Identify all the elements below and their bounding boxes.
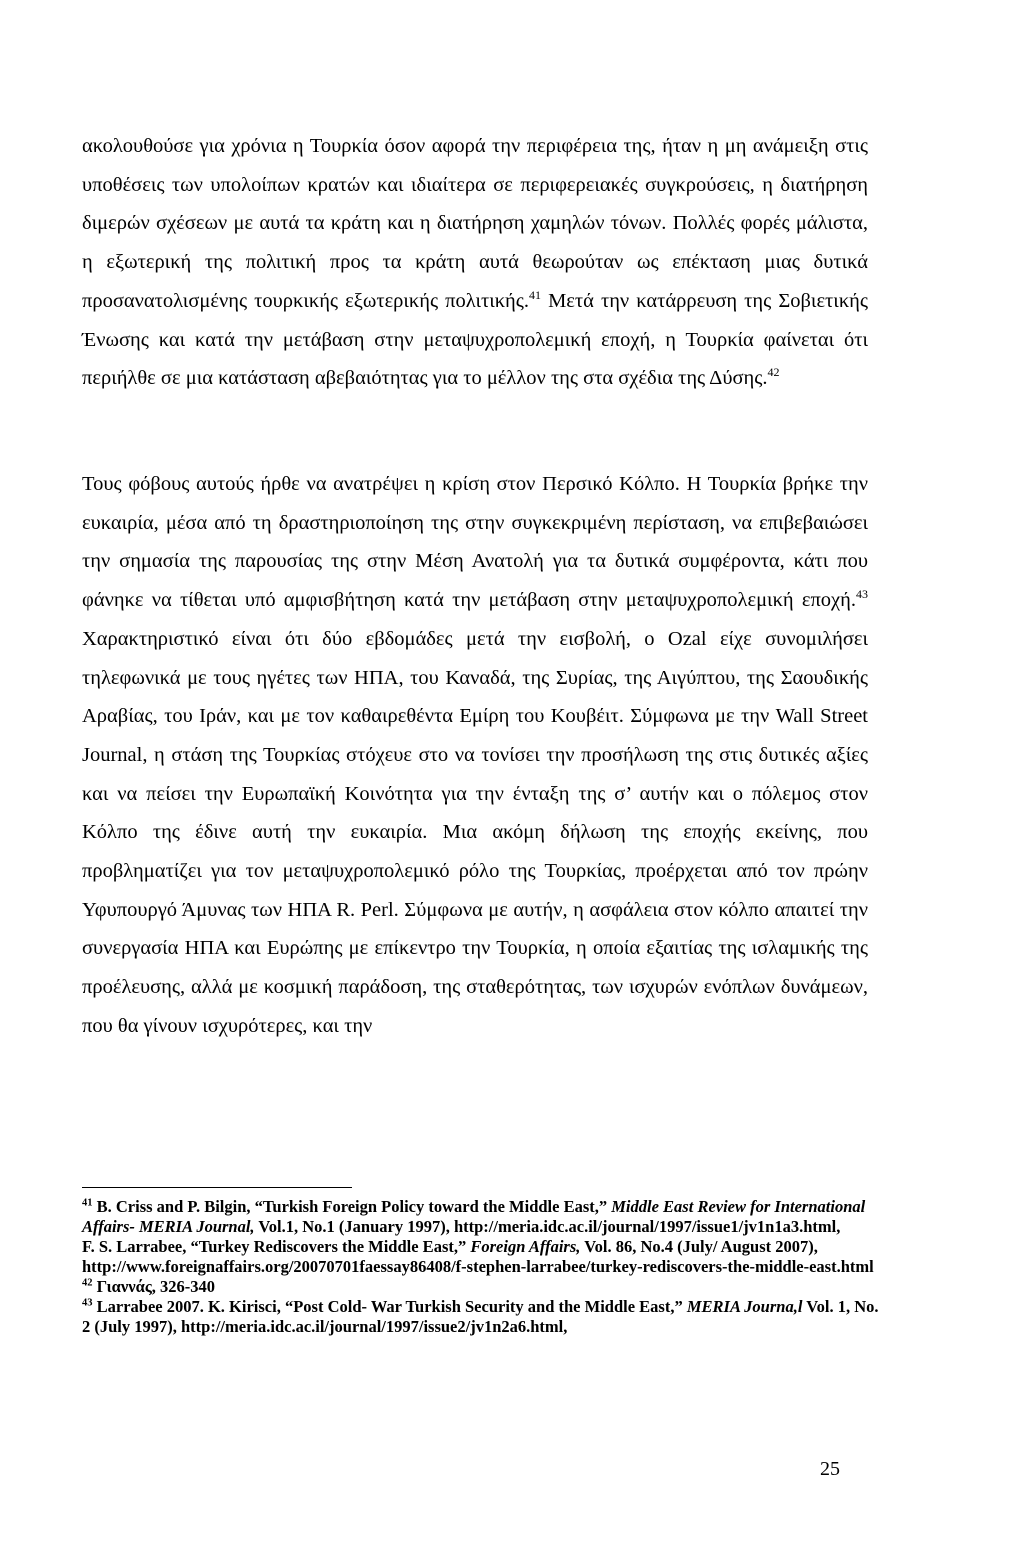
paragraph-text-segment: ακολουθούσε για χρόνια η Τουρκία όσον αφορά την περιφέρεια της, ήταν η μη ανάμειξη στις υποθέσεις των υπολοίπων κρατών και ιδιαίτερα σε περιφερειακές συγκρούσεις, η διατήρηση διμερών σχέσεων με αυτά τα κράτη και η διατήρηση χαμηλών τόνων. Πολλές φορές μάλιστα, η εξωτερική της πολιτική προς τα κράτη αυτά θεωρούταν ως επέκταση μιας δυτικά προσανατολισμένης τουρκικής εξωτερικής πολιτικής.	[82, 135, 868, 312]
footnote-separator	[82, 1187, 352, 1188]
footnote-text: Vol. 86, No.4 (July/ August 2007), http://www.foreignaffairs.org/20070701faessay86408/f-stephen-larrabee/turkey-rediscovers-the-middle-east.html	[82, 1237, 874, 1276]
footnote-number: 41	[82, 1197, 93, 1209]
journal-title: MERIA Journa,l	[686, 1297, 803, 1316]
body-paragraph-1	[82, 127, 868, 398]
paragraph-text	[82, 465, 868, 1046]
footnote-text: Larrabee 2007. K. Kirisci, “Post Cold- War Turkish Security and the Middle East,”	[92, 1297, 687, 1316]
footnote-text: F. S. Larrabee, “Turkey Rediscovers the Middle East,”	[82, 1237, 471, 1256]
footnotes	[82, 1197, 882, 1337]
footnote-text: Vol.1, No.1 (January 1997), http://meria.idc.ac.il/journal/1997/issue1/jv1n1a3.html,	[254, 1217, 841, 1236]
footnote-43	[82, 1297, 882, 1337]
paragraph-text-segment: Τους φόβους αυτούς ήρθε να ανατρέψει η κρίση στον Περσικό Κόλπο. Η Τουρκία βρήκε την ευκαιρία, μέσα από τη δραστηριοποίηση της στην συγκεκριμένη περίσταση, να επιβεβαιώσει την σημασία της παρουσίας της στην Μέση Ανατολή για τα δυτικά συμφέροντα, κάτι που φάνηκε να τίθεται υπό αμφισβήτηση κατά την μετάβαση στην μεταψυχροπολεμική εποχή.	[82, 473, 868, 612]
footnote-ref-42[interactable]: 42	[767, 365, 780, 380]
journal-title: Middle East Review for International Affairs- MERIA Journal,	[82, 1197, 866, 1236]
footnote-ref-43[interactable]: 43	[856, 587, 868, 602]
footnote-text: B. Criss and P. Bilgin, “Turkish Foreign Policy toward the Middle East,”	[92, 1197, 612, 1216]
footnote-42	[82, 1277, 882, 1297]
footnote-ref-41[interactable]: 41	[529, 287, 542, 302]
footnote-number: 43	[82, 1297, 93, 1309]
page-number: 25	[820, 1458, 840, 1480]
footnote-41-continued	[82, 1237, 882, 1277]
footnote-41	[82, 1197, 882, 1237]
footnote-text: Vol. 1, No. 2 (July 1997), http://meria.idc.ac.il/journal/1997/issue2/jv1n2a6.html,	[82, 1297, 879, 1336]
footnote-number: 42	[82, 1277, 93, 1289]
paragraph-text-segment: Μετά την κατάρρευση της Σοβιετικής Ένωσης και κατά την μετάβαση στην μεταψυχροπολεμική εποχή, η Τουρκία φαίνεται ότι περιήλθε σε μια κατάσταση αβεβαιότητας για το μέλλον της στα σχέδια της Δύσης.	[82, 289, 868, 390]
footnote-text: Γιαννάς, 326-340	[92, 1277, 216, 1296]
paragraph-text	[82, 127, 868, 398]
journal-title: Foreign Affairs,	[470, 1237, 581, 1256]
paragraph-text-segment: Χαρακτηριστικό είναι ότι δύο εβδομάδες μετά την εισβολή, ο Ozal είχε συνομιλήσει τηλεφωνικά με τους ηγέτες των ΗΠΑ, του Καναδά, της Συρίας, της Αιγύπτου, της Σαουδικής Αραβίας, του Ιράν, και με τον καθαιρεθέντα Εμίρη του Κουβέιτ. Σύμφωνα με την Wall Street Journal, η στάση της Τουρκίας στόχευε στο να τονίσει την προσήλωση της στις δυτικές αξίες και να πείσει την Ευρωπαϊκή Κοινότητα για την ένταξη της σ’ αυτήν και ο πόλεμος στον Κόλπο της έδινε αυτή την ευκαιρία. Μια ακόμη δήλωση της εποχής εκείνης, που προβληματίζει για τον μεταψυχροπολεμικό ρόλο της Τουρκίας, προέρχεται από τον πρώην Υφυπουργό Άμυνας των ΗΠΑ R. Perl. Σύμφωνα με αυτήν, η ασφάλεια στον κόλπο απαιτεί την συνεργασία ΗΠΑ και Ευρώπης με επίκεντρο την Τουρκία, η οποία εξαιτίας της ισλαμικής της προέλευσης, αλλά με κοσμική παράδοση, της σταθερότητας, των ισχυρών ενόπλων δυνάμεων, που θα γίνουν ισχυρότερες, και την	[82, 627, 868, 1037]
body-paragraph-2	[82, 465, 868, 1046]
